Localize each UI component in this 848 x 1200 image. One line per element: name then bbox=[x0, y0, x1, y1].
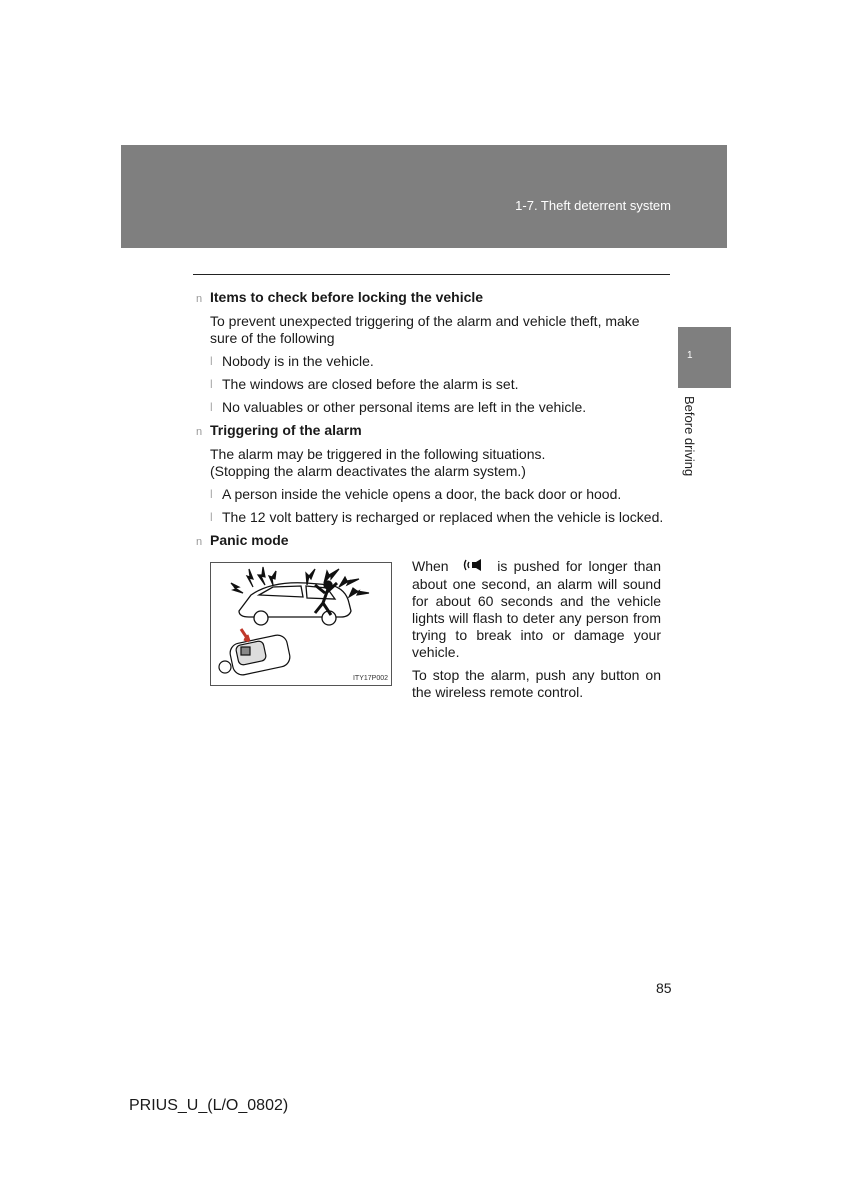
panic-button-icon bbox=[463, 558, 483, 576]
heading-text: Items to check before locking the vehicle bbox=[210, 289, 484, 305]
list-item bbox=[210, 399, 666, 416]
bullet-marker: l bbox=[210, 400, 213, 414]
list-item-text: The windows are closed before the alarm is set. bbox=[222, 376, 519, 392]
bullet-marker: l bbox=[210, 487, 213, 501]
intro-line: The alarm may be triggered in the following situations. bbox=[210, 446, 546, 462]
list-item bbox=[210, 376, 666, 393]
heading-marker: n bbox=[196, 426, 203, 438]
bullet-marker: l bbox=[210, 377, 213, 391]
panic-instruction-text: is pushed for longer than about one second, an alarm will sound for about 60 seconds and the vehicle lights will flash to deter any person from trying to break into or damage your vehicle. bbox=[412, 558, 661, 661]
header-rule bbox=[193, 274, 670, 275]
section-heading bbox=[196, 422, 666, 441]
section-intro bbox=[210, 446, 666, 480]
chapter-label: Before driving bbox=[682, 396, 697, 477]
section-heading bbox=[196, 289, 666, 308]
heading-text: Panic mode bbox=[210, 532, 289, 548]
figure-code: ITY17P002 bbox=[352, 675, 388, 682]
list-item-text: No valuables or other personal items are left in the vehicle. bbox=[222, 399, 587, 415]
section-title: 1-7. Theft deterrent system bbox=[515, 198, 671, 213]
bullet-marker: l bbox=[210, 354, 213, 368]
chapter-number: 1 bbox=[687, 350, 693, 361]
panic-illustration bbox=[210, 562, 392, 686]
list-item bbox=[210, 353, 666, 370]
section-intro: To prevent unexpected triggering of the alarm and vehicle theft, make sure of the following bbox=[210, 313, 640, 346]
intro-line: (Stopping the alarm deactivates the alarm system.) bbox=[210, 463, 526, 479]
list-item-text: A person inside the vehicle opens a door, the back door or hood. bbox=[222, 486, 622, 502]
document-code: PRIUS_U_(L/O_0802) bbox=[129, 1097, 289, 1114]
alarm-car-illustration bbox=[211, 563, 391, 685]
chapter-tab bbox=[678, 327, 731, 388]
list-item-text: The 12 volt battery is recharged or replaced when the vehicle is locked. bbox=[222, 509, 664, 525]
header-band bbox=[121, 145, 727, 248]
heading-marker: n bbox=[196, 536, 203, 548]
panic-description bbox=[412, 558, 661, 707]
section-heading bbox=[196, 532, 666, 551]
heading-marker: n bbox=[196, 293, 203, 305]
main-content bbox=[196, 289, 666, 556]
list-item bbox=[210, 509, 666, 526]
when-text: When bbox=[412, 558, 449, 574]
stop-alarm-paragraph: To stop the alarm, push any button on the wireless remote control. bbox=[412, 667, 661, 701]
page-number: 85 bbox=[656, 980, 672, 996]
bullet-marker: l bbox=[210, 510, 213, 524]
heading-text: Triggering of the alarm bbox=[210, 422, 362, 438]
list-item-text: Nobody is in the vehicle. bbox=[222, 353, 374, 369]
list-item bbox=[210, 486, 666, 503]
panic-paragraph bbox=[412, 558, 661, 661]
